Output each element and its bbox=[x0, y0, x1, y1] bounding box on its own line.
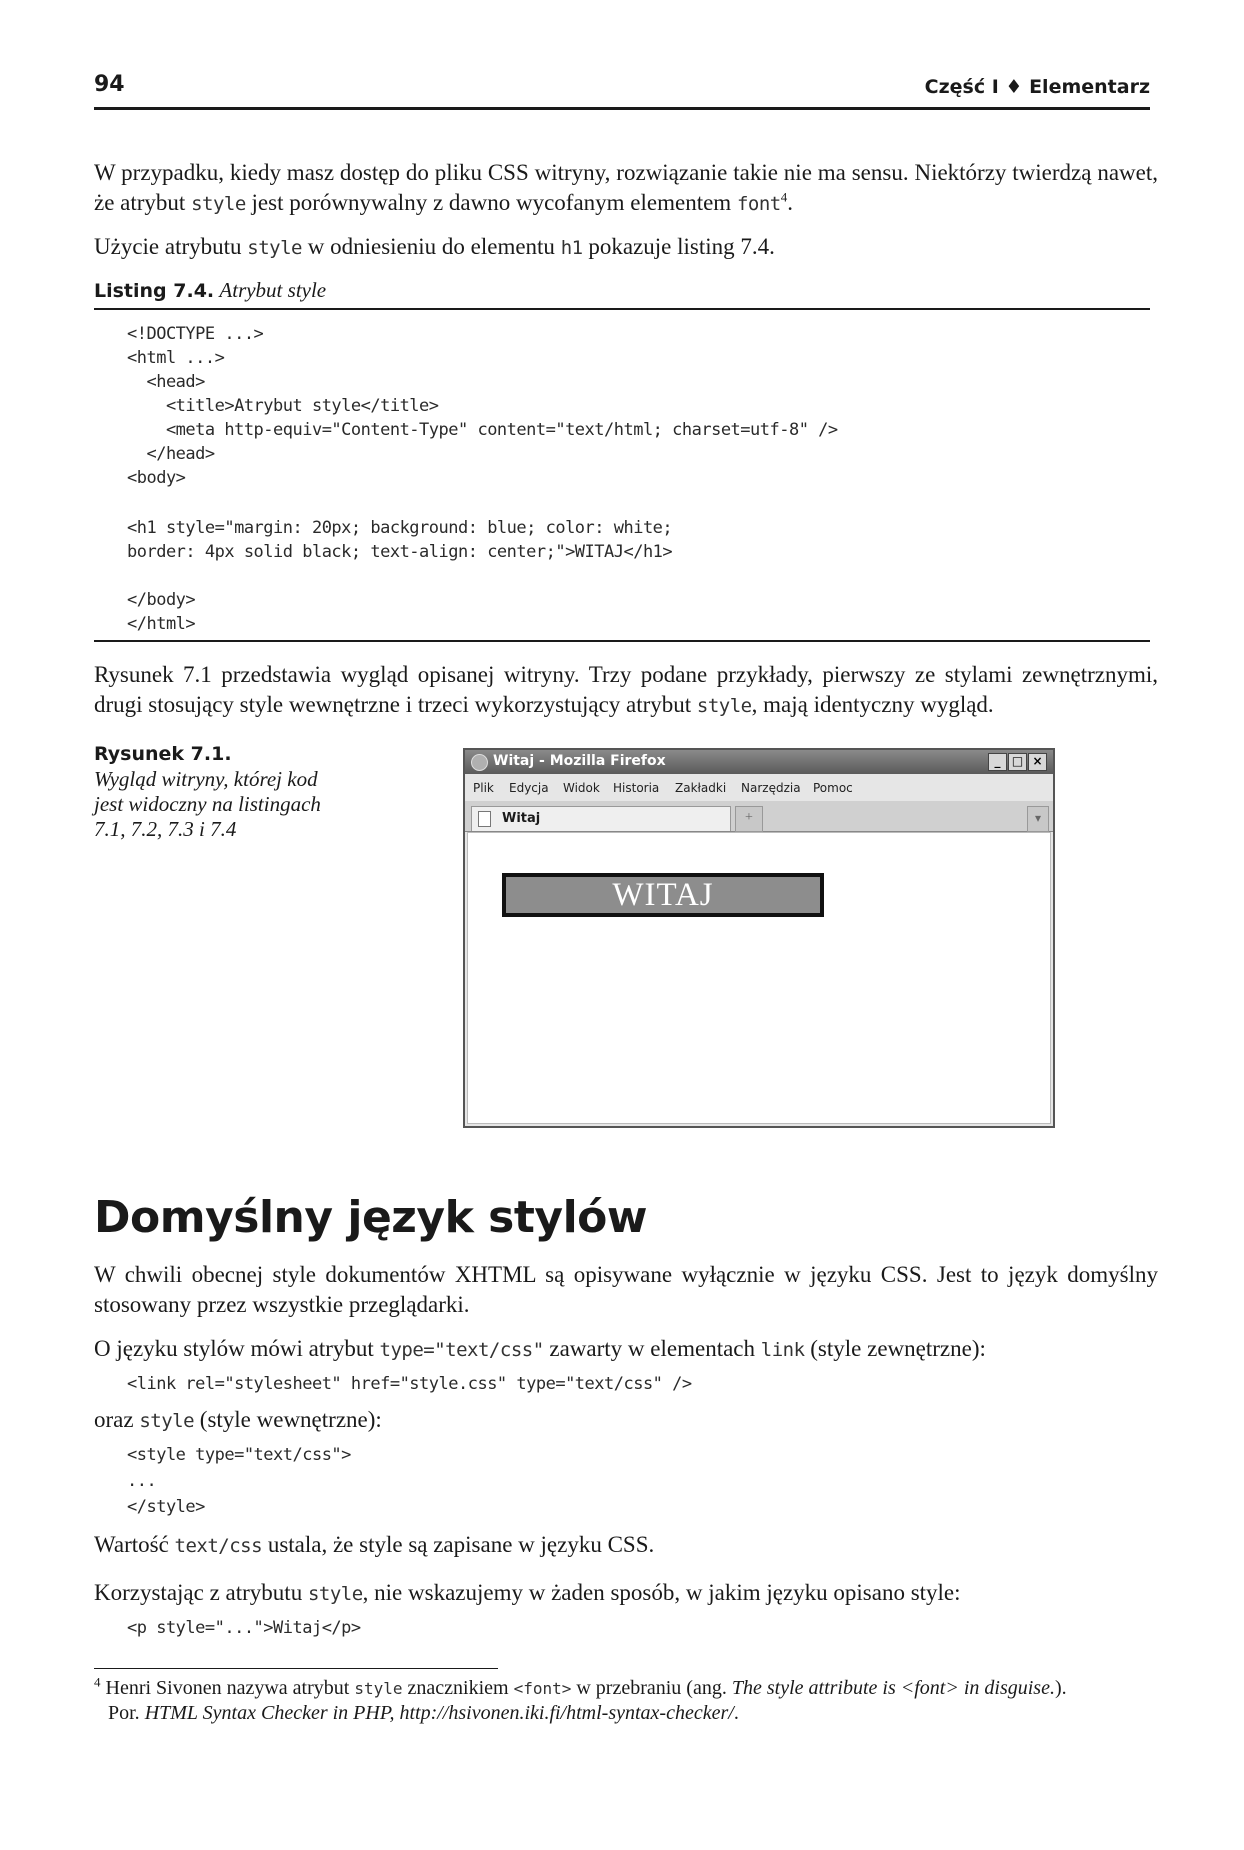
code-style-close: </style> bbox=[127, 1497, 205, 1517]
witaj-heading: WITAJ bbox=[502, 873, 824, 917]
code-line: <body> bbox=[127, 468, 186, 488]
paragraph-6: oraz style (style wewnętrzne): bbox=[94, 1407, 382, 1432]
tab-scroll-icon[interactable]: ▾ bbox=[1027, 806, 1049, 832]
code-line: <html ...> bbox=[127, 348, 225, 368]
minimize-button[interactable]: _ bbox=[988, 753, 1007, 771]
code-line: </head> bbox=[127, 444, 215, 464]
section-heading: Domyślny język stylów bbox=[94, 1192, 648, 1243]
code-link: <link rel="stylesheet" href="style.css" type="text/css" /> bbox=[127, 1374, 692, 1394]
browser-window bbox=[463, 748, 1055, 1128]
paragraph-8: Korzystając z atrybutu style, nie wskazujemy w żaden sposób, w jakim języku opisano style: bbox=[94, 1580, 961, 1605]
code-line: <meta http-equiv="Content-Type" content="text/html; charset=utf-8" /> bbox=[127, 420, 838, 440]
tab-label: Witaj bbox=[502, 811, 541, 826]
tab-witaj[interactable] bbox=[471, 806, 731, 831]
paragraph-5: O języku stylów mówi atrybut type="text/css" zawarty w elementach link (style zewnętrzne): bbox=[94, 1336, 986, 1361]
header-rule bbox=[94, 107, 1150, 110]
paragraph-2: Użycie atrybutu style w odniesieniu do elementu h1 pokazuje listing 7.4. bbox=[94, 234, 775, 259]
code-line: <title>Atrybut style</title> bbox=[127, 396, 439, 416]
menu-item-historia[interactable]: Historia bbox=[613, 781, 660, 795]
figure-caption bbox=[94, 742, 324, 842]
footnote-ref: 4 bbox=[780, 189, 788, 205]
listing-caption: Listing 7.4. Atrybut style bbox=[94, 278, 327, 302]
tab-bar bbox=[465, 801, 1053, 832]
paragraph-7: Wartość text/css ustala, że style są zapisane w języku CSS. bbox=[94, 1532, 655, 1557]
window-titlebar bbox=[465, 750, 1053, 774]
paragraph-4: W chwili obecnej style dokumentów XHTML są opisywane wyłącznie w języku CSS. Jest to język domyślny stosowany przez wszystkie przeglądarki. bbox=[94, 1262, 1158, 1317]
code-listing bbox=[127, 324, 1127, 634]
figure-description: Wygląd witryny, której kod jest widoczny na listingach 7.1, 7.2, 7.3 i 7.4 bbox=[94, 767, 321, 841]
code-line: <!DOCTYPE ...> bbox=[127, 324, 264, 344]
page-icon bbox=[478, 811, 491, 827]
page-viewport bbox=[467, 832, 1051, 1124]
page-number: 94 bbox=[94, 72, 125, 97]
code-line: <head> bbox=[127, 372, 205, 392]
figure-label: Rysunek 7.1. bbox=[94, 743, 232, 765]
menu-item-widok[interactable]: Widok bbox=[563, 781, 600, 795]
code-line: </html> bbox=[127, 614, 196, 634]
code-line: </body> bbox=[127, 590, 196, 610]
paragraph-3: Rysunek 7.1 przedstawia wygląd opisanej witryny. Trzy podane przykłady, pierwszy ze stylami zewnętrznymi, drugi stosujący style wewnętrzne i trzeci wykorzystujący atrybut style, mają identyczny wygląd. bbox=[94, 662, 1158, 717]
new-tab-button[interactable]: + bbox=[735, 806, 763, 832]
footnote-rule bbox=[94, 1668, 498, 1669]
code-line: <h1 style="margin: 20px; background: blue; color: white; bbox=[127, 518, 673, 538]
menu-item-edycja[interactable]: Edycja bbox=[509, 781, 549, 795]
code-line: border: 4px solid black; text-align: center;">WITAJ</h1> bbox=[127, 542, 673, 562]
menu-bar bbox=[465, 776, 1053, 800]
menu-item-narzedzia[interactable]: Narzędzia bbox=[741, 781, 801, 795]
running-title: Część I ♦ Elementarz bbox=[924, 76, 1150, 98]
code-style-ellipsis: ... bbox=[127, 1471, 157, 1491]
close-button[interactable]: × bbox=[1028, 753, 1047, 771]
listing-rule-bottom bbox=[94, 640, 1150, 642]
maximize-button[interactable]: □ bbox=[1008, 753, 1027, 771]
code-style-open: <style type="text/css"> bbox=[127, 1445, 351, 1465]
code-p: <p style="...">Witaj</p> bbox=[127, 1618, 361, 1638]
footnote: $^4$ Henri Sivonen nazywa atrybut style znacznikiem <font> w przebraniu (ang. The style attribute is <font> in disguise.). Por. HTML Syntax Checker in PHP, http://hsivonen.iki.fi/html-syntax-checker/. bbox=[94, 1674, 1067, 1724]
menu-item-pomoc[interactable]: Pomoc bbox=[813, 781, 853, 795]
paragraph-1: W przypadku, kiedy masz dostęp do pliku CSS witryny, rozwiązanie takie nie ma sensu. Niektórzy twierdzą nawet, że atrybut style jest porównywalny z dawno wycofanym elementem font$^4$. bbox=[94, 160, 1158, 215]
window-title: Witaj - Mozilla Firefox bbox=[493, 753, 666, 769]
menu-item-zakladki[interactable]: Zakładki bbox=[675, 781, 727, 795]
menu-item-plik[interactable]: Plik bbox=[473, 781, 494, 795]
firefox-icon bbox=[471, 754, 488, 771]
listing-rule-top bbox=[94, 308, 1150, 310]
